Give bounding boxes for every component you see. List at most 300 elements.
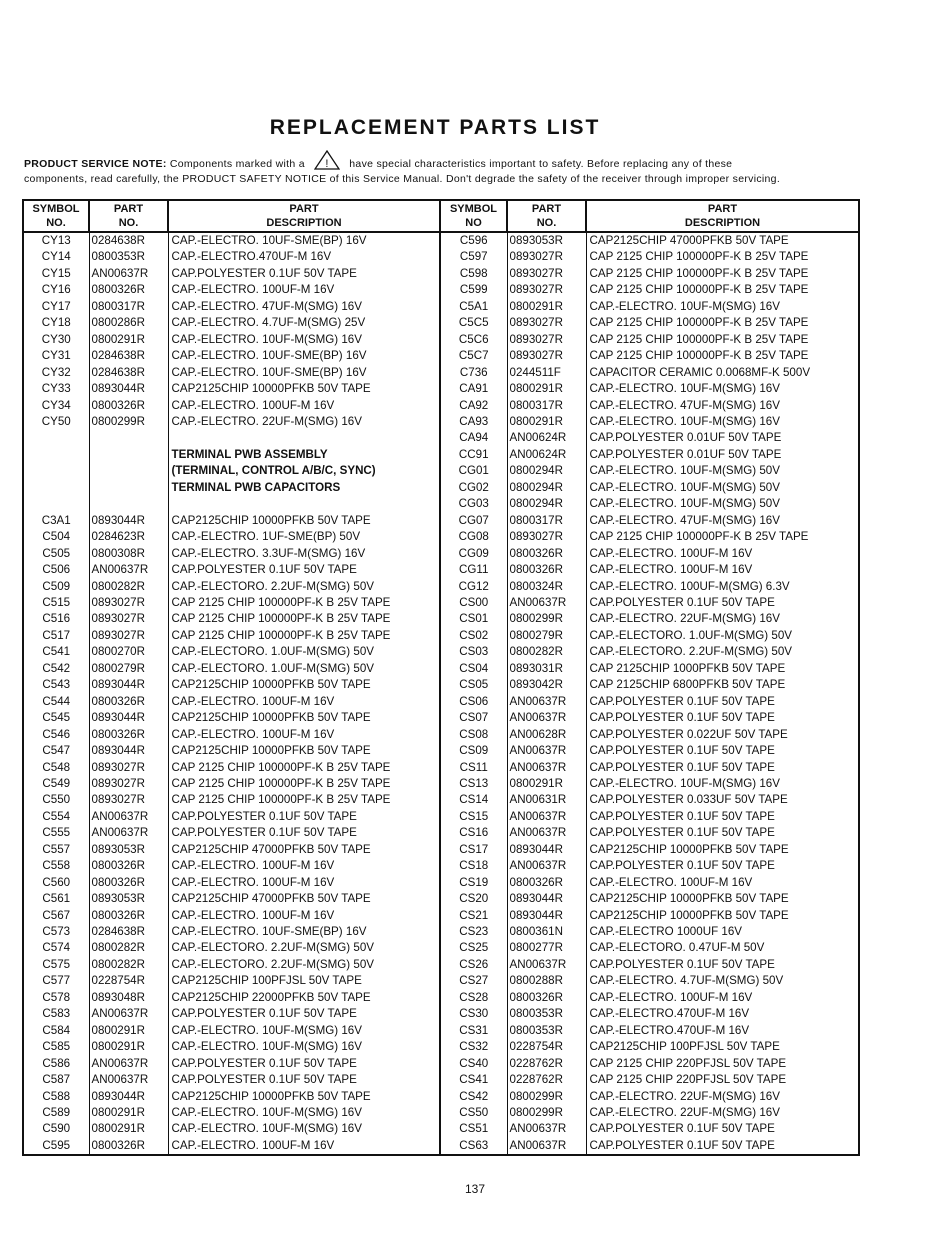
part-no-cell: 0800317R (507, 513, 586, 529)
part-no-cell: 0800324R (507, 579, 586, 595)
symbol-no-cell: CS01 (440, 611, 507, 627)
page-number: 137 (464, 1182, 486, 1196)
description-cell: CAP.-ELECTRO. 100UF-M 16V (586, 990, 859, 1006)
part-no-cell: 0800326R (89, 694, 168, 710)
table-row (23, 1121, 859, 1137)
description-cell: CAP.-ELECTRO.470UF-M 16V (168, 249, 440, 265)
symbol-no-cell: C549 (23, 776, 89, 792)
part-no-cell: 0800326R (89, 398, 168, 414)
part-no-cell: AN00631R (507, 792, 586, 808)
col-header-description: PART DESCRIPTION (168, 200, 440, 232)
table-row (23, 249, 859, 265)
description-cell: CAP 2125 CHIP 100000PF-K B 25V TAPE (168, 760, 440, 776)
description-cell: CAP.POLYESTER 0.1UF 50V TAPE (586, 1121, 859, 1137)
symbol-no-cell: CS19 (440, 875, 507, 891)
part-no-cell: 0893027R (89, 776, 168, 792)
col-header-symbol: SYMBOL NO. (23, 200, 89, 232)
description-cell: CAP 2125 CHIP 100000PF-K B 25V TAPE (586, 282, 859, 298)
description-cell: CAP.-ELECTRO. 100UF-M 16V (168, 858, 440, 874)
description-cell: CAP 2125 CHIP 100000PF-K B 25V TAPE (586, 332, 859, 348)
symbol-no-cell: C598 (440, 266, 507, 282)
table-row (23, 940, 859, 956)
col-header-part-no: PART NO. (89, 200, 168, 232)
table-row (23, 579, 859, 595)
part-no-cell: 0800326R (89, 1138, 168, 1155)
symbol-no-cell (23, 463, 89, 479)
description-cell: CAP.-ELECTRO. 10UF-M(SMG) 16V (586, 299, 859, 315)
description-cell: CAP.-ELECTRO. 22UF-M(SMG) 16V (168, 414, 440, 430)
description-cell: CAPACITOR CERAMIC 0.0068MF-K 500V (586, 365, 859, 381)
table-row (23, 792, 859, 808)
description-cell: CAP2125CHIP 10000PFKB 50V TAPE (586, 908, 859, 924)
part-no-cell: AN00637R (507, 595, 586, 611)
table-row (23, 628, 859, 644)
description-cell: CAP.-ELECTORO. 2.2UF-M(SMG) 50V (168, 957, 440, 973)
symbol-no-cell: C561 (23, 891, 89, 907)
symbol-no-cell: CA93 (440, 414, 507, 430)
table-row (23, 348, 859, 364)
description-cell: CAP.-ELECTORO. 0.47UF-M 50V (586, 940, 859, 956)
description-cell: CAP.POLYESTER 0.1UF 50V TAPE (586, 760, 859, 776)
part-no-cell: 0800361N (507, 924, 586, 940)
symbol-no-cell (23, 496, 89, 512)
symbol-no-cell: C506 (23, 562, 89, 578)
part-no-cell: AN00637R (89, 1072, 168, 1088)
table-row (23, 661, 859, 677)
symbol-no-cell: CS23 (440, 924, 507, 940)
part-no-cell: 0893027R (507, 348, 586, 364)
symbol-no-cell: CS31 (440, 1023, 507, 1039)
symbol-no-cell: CS07 (440, 710, 507, 726)
note-text-1: Components marked with a (169, 158, 305, 170)
part-no-cell: 0893027R (89, 595, 168, 611)
description-cell: CAP2125CHIP 10000PFKB 50V TAPE (586, 842, 859, 858)
symbol-no-cell: C596 (440, 232, 507, 249)
description-cell: CAP.-ELECTRO. 4.7UF-M(SMG) 50V (586, 973, 859, 989)
symbol-no-cell: C543 (23, 677, 89, 693)
symbol-no-cell: C546 (23, 727, 89, 743)
symbol-no-cell: C505 (23, 546, 89, 562)
table-row (23, 381, 859, 397)
symbol-no-cell: CS41 (440, 1072, 507, 1088)
part-no-cell: 0228762R (507, 1072, 586, 1088)
description-cell: CAP.POLYESTER 0.1UF 50V TAPE (586, 743, 859, 759)
symbol-no-cell: C555 (23, 825, 89, 841)
symbol-no-cell: C573 (23, 924, 89, 940)
symbol-no-cell: CY16 (23, 282, 89, 298)
table-row (23, 809, 859, 825)
description-cell: CAP.-ELECTRO. 100UF-M 16V (168, 727, 440, 743)
description-cell: CAP.-ELECTRO. 10UF-M(SMG) 50V (586, 496, 859, 512)
table-row (23, 232, 859, 249)
symbol-no-cell: CS50 (440, 1105, 507, 1121)
symbol-no-cell: C558 (23, 858, 89, 874)
product-service-note (24, 150, 864, 187)
part-no-cell: 0800326R (507, 562, 586, 578)
part-no-cell: 0800294R (507, 463, 586, 479)
table-row (23, 1006, 859, 1022)
part-no-cell: 0893031R (507, 661, 586, 677)
part-no-cell: AN00637R (507, 743, 586, 759)
warning-triangle-icon (314, 150, 340, 170)
part-no-cell: 0893027R (89, 628, 168, 644)
symbol-no-cell: CS63 (440, 1138, 507, 1155)
part-no-cell: 0893044R (507, 908, 586, 924)
table-row (23, 1023, 859, 1039)
symbol-no-cell: C509 (23, 579, 89, 595)
parts-table (22, 199, 860, 1156)
description-cell: CAP.-ELECTRO. 47UF-M(SMG) 16V (586, 398, 859, 414)
part-no-cell: 0800282R (89, 579, 168, 595)
table-row (23, 891, 859, 907)
symbol-no-cell: C583 (23, 1006, 89, 1022)
symbol-no-cell: C567 (23, 908, 89, 924)
part-no-cell: 0893044R (89, 743, 168, 759)
description-cell: CAP.-ELECTRO. 100UF-M 16V (168, 908, 440, 924)
part-no-cell: 0893027R (89, 792, 168, 808)
symbol-no-cell: CS09 (440, 743, 507, 759)
description-cell: CAP.-ELECTORO. 1.0UF-M(SMG) 50V (168, 644, 440, 660)
section-heading-cell: TERMINAL PWB CAPACITORS (168, 480, 440, 496)
part-no-cell: 0800291R (89, 1023, 168, 1039)
section-heading-cell: (TERMINAL, CONTROL A/B/C, SYNC) (168, 463, 440, 479)
description-cell: CAP 2125 CHIP 100000PF-K B 25V TAPE (168, 628, 440, 644)
table-row (23, 332, 859, 348)
description-cell: CAP2125CHIP 10000PFKB 50V TAPE (168, 677, 440, 693)
symbol-no-cell: CA94 (440, 430, 507, 446)
part-no-cell: 0800294R (507, 480, 586, 496)
table-row (23, 825, 859, 841)
description-cell: CAP.-ELECTRO. 100UF-M 16V (586, 546, 859, 562)
description-cell: CAP.-ELECTRO. 3.3UF-M(SMG) 16V (168, 546, 440, 562)
part-no-cell: 0800286R (89, 315, 168, 331)
part-no-cell: 0284638R (89, 232, 168, 249)
part-no-cell: AN00637R (507, 858, 586, 874)
symbol-no-cell: C595 (23, 1138, 89, 1155)
description-cell: CAP.-ELECTRO. 100UF-M 16V (586, 562, 859, 578)
part-no-cell: 0800279R (89, 661, 168, 677)
description-cell: CAP.POLYESTER 0.1UF 50V TAPE (168, 1006, 440, 1022)
symbol-no-cell: C554 (23, 809, 89, 825)
part-no-cell: 0893042R (507, 677, 586, 693)
symbol-no-cell: C5A1 (440, 299, 507, 315)
table-row (23, 776, 859, 792)
description-cell: CAP.POLYESTER 0.1UF 50V TAPE (586, 694, 859, 710)
description-cell: CAP.-ELECTRO. 10UF-M(SMG) 50V (586, 480, 859, 496)
description-cell: CAP.POLYESTER 0.1UF 50V TAPE (168, 1072, 440, 1088)
part-no-cell: 0893048R (89, 990, 168, 1006)
part-no-cell: 0284638R (89, 365, 168, 381)
table-row (23, 677, 859, 693)
part-no-cell: 0800279R (507, 628, 586, 644)
symbol-no-cell: C574 (23, 940, 89, 956)
description-cell: CAP.-ELECTORO. 2.2UF-M(SMG) 50V (168, 940, 440, 956)
description-cell: CAP2125CHIP 47000PFKB 50V TAPE (168, 842, 440, 858)
description-cell: CAP2125CHIP 47000PFKB 50V TAPE (168, 891, 440, 907)
description-cell: CAP.POLYESTER 0.01UF 50V TAPE (586, 447, 859, 463)
part-no-cell: 0800282R (507, 644, 586, 660)
part-no-cell: 0893027R (89, 760, 168, 776)
part-no-cell: 0800326R (89, 727, 168, 743)
part-no-cell: 0800299R (89, 414, 168, 430)
table-row (23, 562, 859, 578)
symbol-no-cell: CG01 (440, 463, 507, 479)
symbol-no-cell: CS21 (440, 908, 507, 924)
description-cell: CAP.-ELECTORO. 2.2UF-M(SMG) 50V (168, 579, 440, 595)
description-cell: CAP.-ELECTRO. 10UF-M(SMG) 16V (168, 1039, 440, 1055)
description-cell: CAP.-ELECTRO. 10UF-M(SMG) 16V (586, 381, 859, 397)
symbol-no-cell: CS16 (440, 825, 507, 841)
symbol-no-cell: CG02 (440, 480, 507, 496)
description-cell: CAP.-ELECTRO. 10UF-M(SMG) 16V (168, 332, 440, 348)
part-no-cell: 0800291R (89, 1105, 168, 1121)
symbol-no-cell: CS08 (440, 727, 507, 743)
table-row (23, 1056, 859, 1072)
symbol-no-cell: CY31 (23, 348, 89, 364)
table-row (23, 710, 859, 726)
part-no-cell (89, 463, 168, 479)
description-cell: CAP.-ELECTRO. 10UF-M(SMG) 16V (168, 1121, 440, 1137)
table-row (23, 908, 859, 924)
part-no-cell (89, 496, 168, 512)
description-cell: CAP.-ELECTRO. 1UF-SME(BP) 50V (168, 529, 440, 545)
table-row (23, 1089, 859, 1105)
table-row (23, 266, 859, 282)
description-cell: CAP.-ELECTRO. 47UF-M(SMG) 16V (586, 513, 859, 529)
symbol-no-cell: CY50 (23, 414, 89, 430)
symbol-no-cell: CG08 (440, 529, 507, 545)
part-no-cell: AN00637R (507, 809, 586, 825)
description-cell: CAP 2125 CHIP 220PFJSL 50V TAPE (586, 1072, 859, 1088)
part-no-cell: 0284638R (89, 924, 168, 940)
symbol-no-cell: CS02 (440, 628, 507, 644)
symbol-no-cell: C541 (23, 644, 89, 660)
symbol-no-cell (23, 480, 89, 496)
svg-text:!: ! (325, 158, 329, 170)
description-cell: CAP.POLYESTER 0.01UF 50V TAPE (586, 430, 859, 446)
description-cell: CAP.-ELECTRO. 100UF-M 16V (168, 694, 440, 710)
description-cell: CAP.POLYESTER 0.1UF 50V TAPE (586, 957, 859, 973)
symbol-no-cell: CS25 (440, 940, 507, 956)
description-cell: CAP 2125 CHIP 100000PF-K B 25V TAPE (168, 611, 440, 627)
symbol-no-cell: C5C6 (440, 332, 507, 348)
symbol-no-cell: CA92 (440, 398, 507, 414)
part-no-cell: 0284638R (89, 348, 168, 364)
symbol-no-cell: CS27 (440, 973, 507, 989)
symbol-no-cell: CS26 (440, 957, 507, 973)
part-no-cell: 0893027R (507, 315, 586, 331)
symbol-no-cell: C575 (23, 957, 89, 973)
symbol-no-cell: CS18 (440, 858, 507, 874)
description-cell: CAP 2125 CHIP 100000PF-K B 25V TAPE (168, 595, 440, 611)
description-cell: CAP2125CHIP 100PFJSL 50V TAPE (586, 1039, 859, 1055)
note-text-2: have special characteristics important to safety. Before replacing any of these (349, 158, 733, 170)
description-cell: CAP.-ELECTORO. 1.0UF-M(SMG) 50V (168, 661, 440, 677)
description-cell: CAP.POLYESTER 0.1UF 50V TAPE (586, 710, 859, 726)
description-cell: CAP.-ELECTRO 1000UF 16V (586, 924, 859, 940)
symbol-no-cell: CY13 (23, 232, 89, 249)
table-row (23, 365, 859, 381)
symbol-no-cell: C557 (23, 842, 89, 858)
description-cell (168, 430, 440, 446)
part-no-cell: 0228754R (89, 973, 168, 989)
part-no-cell: 0893053R (89, 891, 168, 907)
part-no-cell: 0893044R (89, 1089, 168, 1105)
description-cell: CAP2125CHIP 10000PFKB 50V TAPE (168, 1089, 440, 1105)
part-no-cell: AN00637R (507, 694, 586, 710)
part-no-cell: 0893044R (89, 677, 168, 693)
part-no-cell: 0893044R (89, 513, 168, 529)
description-cell: CAP.-ELECTORO. 2.2UF-M(SMG) 50V (586, 644, 859, 660)
part-no-cell: 0893027R (507, 529, 586, 545)
part-no-cell: AN00637R (89, 1006, 168, 1022)
symbol-no-cell: CG09 (440, 546, 507, 562)
part-no-cell: AN00637R (507, 760, 586, 776)
table-row (23, 858, 859, 874)
description-cell: CAP 2125 CHIP 220PFJSL 50V TAPE (586, 1056, 859, 1072)
symbol-no-cell: CS32 (440, 1039, 507, 1055)
symbol-no-cell: C515 (23, 595, 89, 611)
description-cell: CAP.-ELECTRO. 10UF-M(SMG) 50V (586, 463, 859, 479)
description-cell: CAP.-ELECTRO. 10UF-M(SMG) 16V (586, 776, 859, 792)
description-cell: CAP2125CHIP 22000PFKB 50V TAPE (168, 990, 440, 1006)
part-no-cell: 0800317R (89, 299, 168, 315)
part-no-cell: 0800277R (507, 940, 586, 956)
part-no-cell: 0800270R (89, 644, 168, 660)
symbol-no-cell: C578 (23, 990, 89, 1006)
description-cell: CAP2125CHIP 100PFJSL 50V TAPE (168, 973, 440, 989)
symbol-no-cell: CA91 (440, 381, 507, 397)
table-row (23, 315, 859, 331)
part-no-cell: AN00637R (507, 957, 586, 973)
part-no-cell: 0800282R (89, 957, 168, 973)
description-cell: CAP.-ELECTRO.470UF-M 16V (586, 1023, 859, 1039)
table-row (23, 496, 859, 512)
table-row (23, 990, 859, 1006)
table-row (23, 447, 859, 463)
part-no-cell: 0228762R (507, 1056, 586, 1072)
part-no-cell: 0893027R (507, 332, 586, 348)
col-header-symbol-2: SYMBOL NO (440, 200, 507, 232)
part-no-cell: AN00637R (89, 266, 168, 282)
symbol-no-cell: CY33 (23, 381, 89, 397)
symbol-no-cell: C588 (23, 1089, 89, 1105)
part-no-cell (89, 480, 168, 496)
note-text-3: components, read carefully, the PRODUCT SAFETY NOTICE of this Service Manual. Don't degrade the safety of the receiver through improper servicing. (24, 173, 781, 185)
part-no-cell: 0893027R (507, 282, 586, 298)
description-cell: CAP.-ELECTRO. 47UF-M(SMG) 16V (168, 299, 440, 315)
part-no-cell: AN00624R (507, 447, 586, 463)
description-cell: CAP.POLYESTER 0.1UF 50V TAPE (586, 1138, 859, 1155)
symbol-no-cell: C590 (23, 1121, 89, 1137)
symbol-no-cell: CS51 (440, 1121, 507, 1137)
symbol-no-cell: CY32 (23, 365, 89, 381)
description-cell: CAP2125CHIP 47000PFKB 50V TAPE (586, 232, 859, 249)
table-row (23, 480, 859, 496)
symbol-no-cell: CS30 (440, 1006, 507, 1022)
table-row (23, 595, 859, 611)
symbol-no-cell: C577 (23, 973, 89, 989)
part-no-cell: AN00637R (507, 710, 586, 726)
part-no-cell: 0800326R (507, 990, 586, 1006)
part-no-cell (89, 430, 168, 446)
symbol-no-cell: C584 (23, 1023, 89, 1039)
table-row (23, 644, 859, 660)
symbol-no-cell: CY15 (23, 266, 89, 282)
table-row (23, 694, 859, 710)
part-no-cell: AN00637R (89, 825, 168, 841)
note-lead: PRODUCT SERVICE NOTE: (24, 158, 167, 170)
section-heading-cell: TERMINAL PWB ASSEMBLY (168, 447, 440, 463)
description-cell: CAP.-ELECTRO.470UF-M 16V (586, 1006, 859, 1022)
symbol-no-cell: C504 (23, 529, 89, 545)
symbol-no-cell: C3A1 (23, 513, 89, 529)
part-no-cell: 0893027R (507, 249, 586, 265)
part-no-cell: AN00624R (507, 430, 586, 446)
part-no-cell: AN00637R (89, 809, 168, 825)
description-cell: CAP.-ELECTRO. 22UF-M(SMG) 16V (586, 611, 859, 627)
part-no-cell: 0893027R (507, 266, 586, 282)
part-no-cell: 0800317R (507, 398, 586, 414)
part-no-cell: 0800291R (507, 776, 586, 792)
symbol-no-cell: C5C7 (440, 348, 507, 364)
description-cell: CAP 2125 CHIP 100000PF-K B 25V TAPE (586, 315, 859, 331)
symbol-no-cell: CY34 (23, 398, 89, 414)
part-no-cell: 0800291R (507, 414, 586, 430)
part-no-cell: AN00637R (507, 1138, 586, 1155)
table-row (23, 299, 859, 315)
part-no-cell: 0893044R (507, 842, 586, 858)
symbol-no-cell: CY17 (23, 299, 89, 315)
part-no-cell: 0800291R (89, 1039, 168, 1055)
description-cell: CAP.-ELECTRO. 100UF-M(SMG) 6.3V (586, 579, 859, 595)
description-cell: CAP 2125 CHIP 100000PF-K B 25V TAPE (586, 249, 859, 265)
part-no-cell: 0284623R (89, 529, 168, 545)
part-no-cell: AN00637R (89, 1056, 168, 1072)
symbol-no-cell: CS03 (440, 644, 507, 660)
symbol-no-cell: CS15 (440, 809, 507, 825)
description-cell: CAP.-ELECTRO. 100UF-M 16V (168, 875, 440, 891)
symbol-no-cell: CY18 (23, 315, 89, 331)
table-row (23, 1138, 859, 1155)
symbol-no-cell (23, 447, 89, 463)
part-no-cell: 0800326R (89, 875, 168, 891)
part-no-cell: 0800291R (89, 1121, 168, 1137)
description-cell: CAP.-ELECTRO. 10UF-SME(BP) 16V (168, 348, 440, 364)
description-cell: CAP 2125 CHIP 100000PF-K B 25V TAPE (168, 776, 440, 792)
description-cell: CAP.-ELECTORO. 1.0UF-M(SMG) 50V (586, 628, 859, 644)
symbol-no-cell: CY14 (23, 249, 89, 265)
symbol-no-cell: C589 (23, 1105, 89, 1121)
part-no-cell: 0800288R (507, 973, 586, 989)
description-cell: CAP.-ELECTRO. 100UF-M 16V (168, 398, 440, 414)
description-cell: CAP.-ELECTRO. 10UF-M(SMG) 16V (586, 414, 859, 430)
part-no-cell: AN00637R (89, 562, 168, 578)
part-no-cell: 0800299R (507, 1105, 586, 1121)
symbol-no-cell: CG03 (440, 496, 507, 512)
table-row (23, 924, 859, 940)
table-row (23, 727, 859, 743)
description-cell: CAP.-ELECTRO. 10UF-M(SMG) 16V (168, 1023, 440, 1039)
part-no-cell: 0893027R (89, 611, 168, 627)
table-row (23, 1039, 859, 1055)
symbol-no-cell: CS11 (440, 760, 507, 776)
part-no-cell: AN00628R (507, 727, 586, 743)
part-no-cell: 0800326R (89, 858, 168, 874)
table-row (23, 282, 859, 298)
table-row (23, 513, 859, 529)
col-header-description-2: PART DESCRIPTION (586, 200, 859, 232)
